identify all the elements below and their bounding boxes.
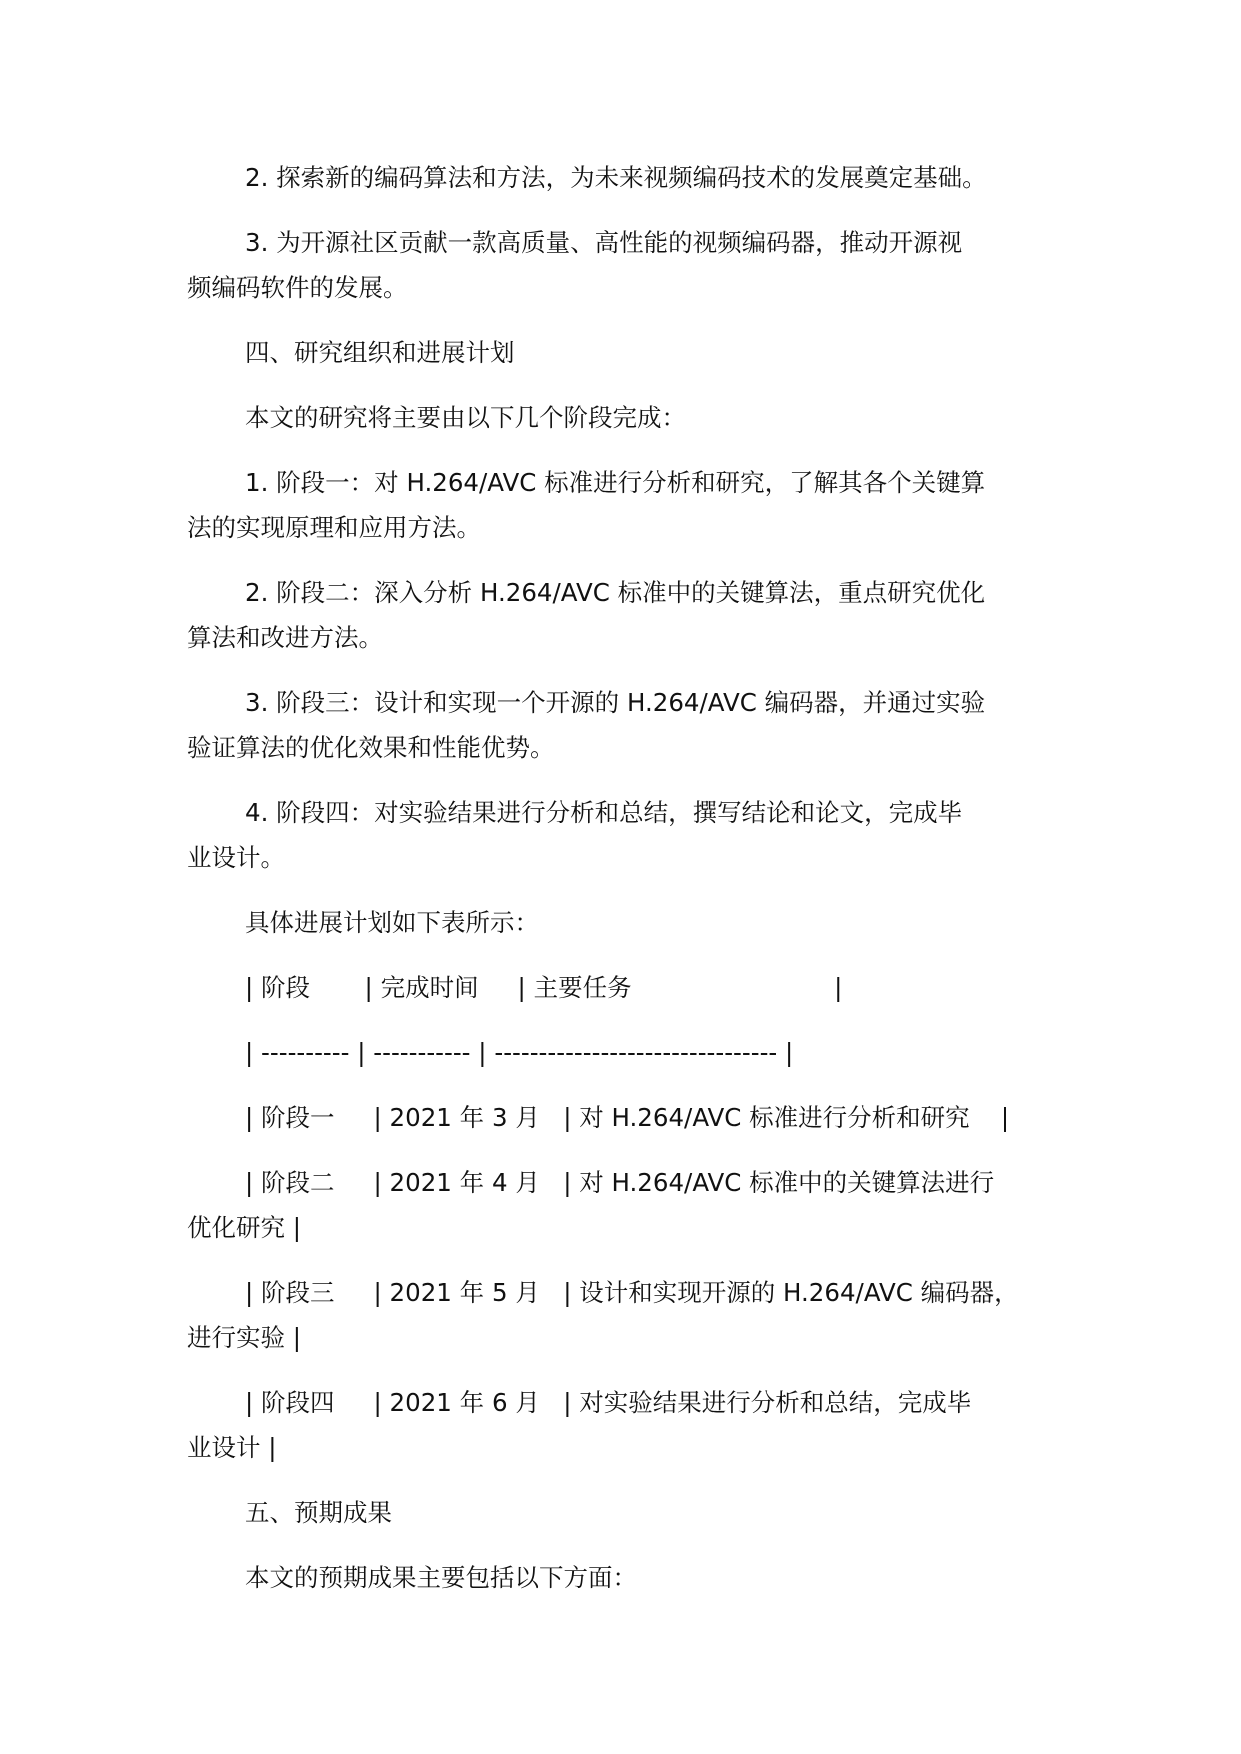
paragraph: 本文的研究将主要由以下几个阶段完成： <box>245 403 686 432</box>
paragraph: 本文的预期成果主要包括以下方面： <box>245 1563 637 1592</box>
paragraph: 2. 探索新的编码算法和方法，为未来视频编码技术的发展奠定基础。 <box>245 163 987 192</box>
paragraph: 具体进展计划如下表所示： <box>245 908 539 937</box>
table-row: | 阶段一 | 2021 年 3 月 | 对 H.264/AVC 标准进行分析和研究 | <box>245 1103 1010 1132</box>
document-body <box>187 155 1077 1600</box>
paragraph: 3. 阶段三：设计和实现一个开源的 H.264/AVC 编码器，并通过实验 验证算法的优化效果和性能优势。 <box>187 688 986 762</box>
paragraph: 4. 阶段四：对实验结果进行分析和总结，撰写结论和论文，完成毕 业设计。 <box>187 798 963 872</box>
table-row: | 阶段四 | 2021 年 6 月 | 对实验结果进行分析和总结，完成毕 业设计 | <box>187 1388 972 1462</box>
table-header-row: | 阶段 | 完成时间 | 主要任务 | <box>245 973 843 1002</box>
section-heading: 五、预期成果 <box>245 1498 392 1527</box>
table-row: | 阶段三 | 2021 年 5 月 | 设计和实现开源的 H.264/AVC 编码器， 进行实验 | <box>187 1278 1019 1352</box>
paragraph: 3. 为开源社区贡献一款高质量、高性能的视频编码器，推动开源视 频编码软件的发展。 <box>187 228 963 302</box>
table-separator-row: | ---------- | ----------- | -------------------------------- | <box>245 1038 794 1067</box>
table-row: | 阶段二 | 2021 年 4 月 | 对 H.264/AVC 标准中的关键算法进行 优化研究 | <box>187 1168 995 1242</box>
paragraph: 1. 阶段一：对 H.264/AVC 标准进行分析和研究，了解其各个关键算 法的实现原理和应用方法。 <box>187 468 986 542</box>
section-heading: 四、研究组织和进展计划 <box>245 338 515 367</box>
paragraph: 2. 阶段二：深入分析 H.264/AVC 标准中的关键算法，重点研究优化 算法和改进方法。 <box>187 578 986 652</box>
